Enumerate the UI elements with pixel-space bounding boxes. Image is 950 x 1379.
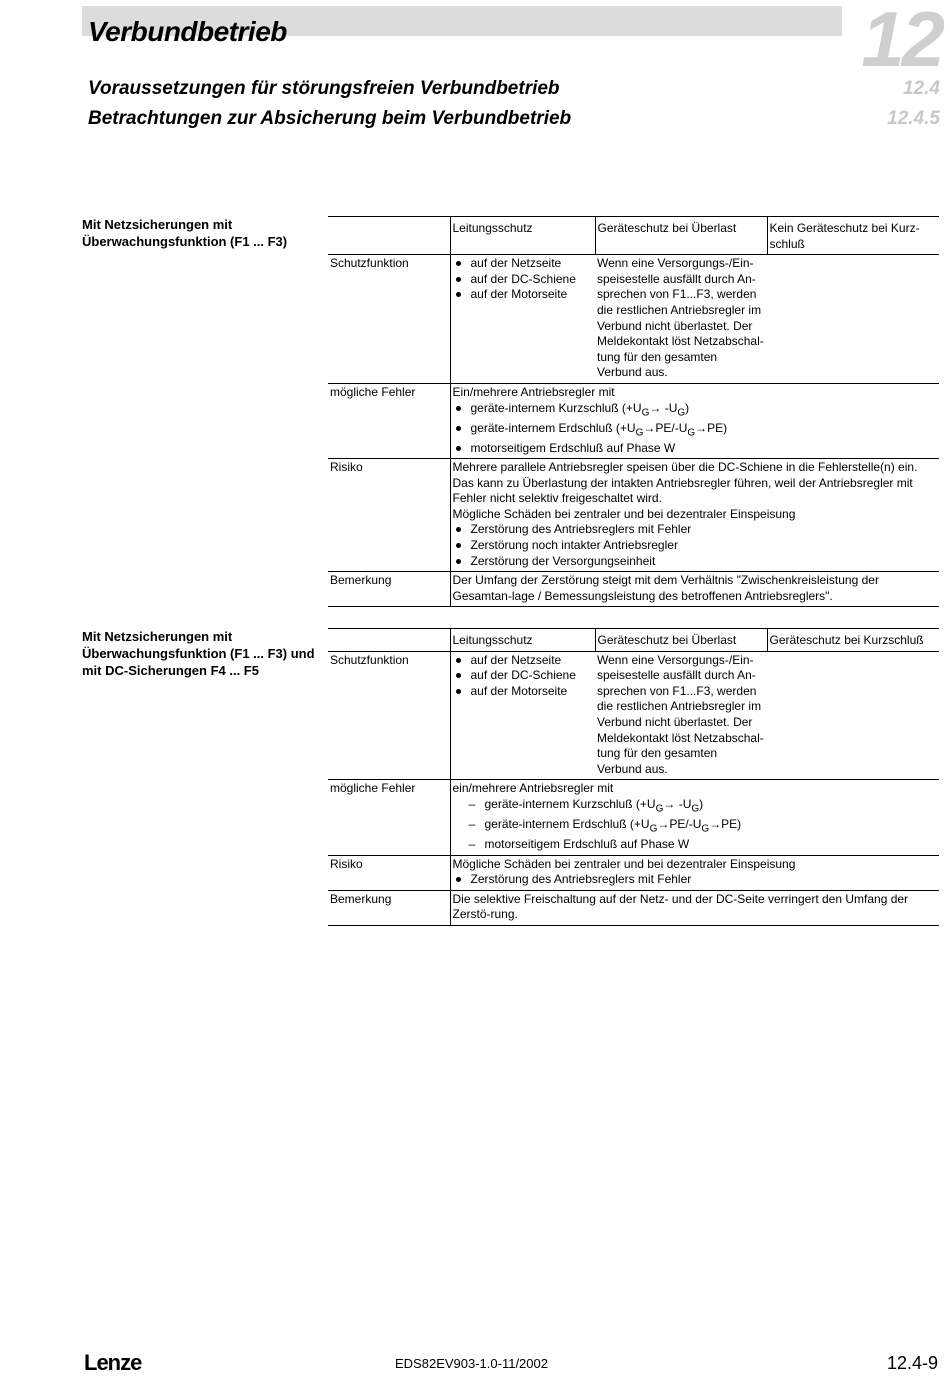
list-item: auf der Motorseite [453,287,594,303]
row-label: Schutzfunktion [328,651,450,780]
risiko-schaeden: Mögliche Schäden bei zentraler und bei dezentraler Einspeisung [452,506,796,521]
row-label: Bemerkung [328,572,450,607]
fehler-list [453,797,938,853]
row-label: Schutzfunktion [328,255,450,384]
section-1-table [328,216,939,607]
ueberlast-text: Wenn eine Versorgungs-/Ein-speisestelle ausfällt durch An-sprechen von F1...F3, werden die restlichen Antriebsregler im Verbund nicht überlastet. Der Meldekontakt löst Netzabschal-tung für den gesamten Verbund aus. [597,652,764,776]
table-row [328,459,939,572]
chapter-number: 12 [861,0,942,83]
row-label: Risiko [328,855,450,890]
header-leitungsschutz: Leitungsschutz [450,629,595,652]
section-2-table [328,628,939,926]
header-empty-cell [328,629,450,652]
fehler-list [453,401,938,457]
row-label: mögliche Fehler [328,383,450,458]
header-leitungsschutz: Leitungsschutz [450,217,595,255]
table-row [328,255,939,384]
header-geraeteschutz-ueberlast: Geräteschutz bei Überlast [595,217,767,255]
risiko-schaeden: Mögliche Schäden bei zentraler und bei dezentraler Einspeisung [452,856,796,871]
list-item: Zerstörung der Versorgungseinheit [453,554,938,570]
list-item: – motorseitigem Erdschluß auf Phase W [469,837,938,853]
list-item: auf der Motorseite [453,684,594,700]
fehler-intro: ein/mehrere Antriebsregler mit [452,781,614,796]
ueberlast-text: Wenn eine Versorgungs-/Ein-speisestelle ausfällt durch An-sprechen von F1...F3, werden die restlichen Antriebsregler im Verbund nicht überlastet. Der Meldekontakt löst Netzabschal-tung für den gesamten Verbund aus. [597,256,764,380]
list-item: geräte-internem Erdschluß $(+U_G\to PE/-U_G\to PE)$ [453,421,938,441]
list-item: Zerstörung noch intakter Antriebsregler [453,538,938,554]
list-item: Zerstörung des Antriebsreglers mit Fehler [453,872,938,888]
list-item: auf der DC-Schiene [453,272,594,288]
row-label: Bemerkung [328,890,450,925]
schutz-list [453,653,594,700]
row-label: mögliche Fehler [328,780,450,855]
bemerkung-text: Die selektive Freischaltung auf der Netz- und der DC-Seite verringert den Umfang der Zerstö-rung. [452,891,909,922]
list-item: auf der Netzseite [453,256,594,272]
subtitle-2: Betrachtungen zur Absicherung beim Verbundbetrieb [88,108,572,129]
list-item: auf der Netzseite [453,653,594,669]
table-row [328,855,939,890]
section-1-label: Mit Netzsicherungen mit Überwachungsfunktion (F1 ... F3) [82,217,288,249]
risiko-list [453,522,938,569]
header-empty-cell [328,217,450,255]
table-row [328,383,939,458]
table-row [328,780,939,855]
subtitle-2-number: 12.4.5 [887,108,940,129]
risiko-list [453,872,938,888]
lenze-logo: Lenze [84,1350,142,1375]
schutz-list [453,256,594,303]
page-number: 12.4-9 [886,1353,938,1373]
bemerkung-text: Der Umfang der Zerstörung steigt mit dem Verhältnis "Zwischenkreisleistung der Gesamtan-lage / Bemessungsleistung des betroffenen Antriebsreglers". [452,573,879,603]
list-item: – geräte-internem Kurzschluß $(+U_G\to -U_G)$ [469,797,938,817]
document-id: EDS82EV903-1.0-11/2002 [395,1356,548,1371]
header-geraeteschutz-ueberlast: Geräteschutz bei Überlast [595,629,767,652]
table-header-row [328,629,939,652]
table-row [328,890,939,925]
list-item: – geräte-internem Erdschluß $(+U_G\to PE/-U_G\to PE)$ [469,817,938,837]
subtitle-1-number: 12.4 [903,78,940,99]
header-kein-geraeteschutz-kurzschluss: Kein Geräteschutz bei Kurz-schluß [769,221,920,251]
row-label: Risiko [328,459,450,572]
risiko-text: Mehrere parallele Antriebsregler speisen über die DC-Schiene in die Fehlerstelle(n) ein. Das kann zu Überlastung der intakten Antriebsregler führen, weil der Antriebsregler mit Fehler nicht selektiv freigeschaltet wird. [452,460,918,506]
table-row [328,572,939,607]
table-row [328,651,939,780]
subtitle-1: Voraussetzungen für störungsfreien Verbundbetrieb [88,78,560,99]
list-item: Zerstörung des Antriebsreglers mit Fehler [453,522,938,538]
section-2-label: Mit Netzsicherungen mit Überwachungsfunktion (F1 ... F3) und mit DC-Sicherungen F4 ... F5 [82,629,315,678]
header-geraeteschutz-kurzschluss: Geräteschutz bei Kurzschluß [769,633,924,647]
fehler-intro: Ein/mehrere Antriebsregler mit [452,384,615,399]
table-header-row [328,217,939,255]
page-title: Verbundbetrieb [88,16,287,47]
list-item: auf der DC-Schiene [453,668,594,684]
list-item: geräte-internem Kurzschluß $(+U_G\to -U_G)$ [453,401,938,421]
list-item: motorseitigem Erdschluß auf Phase W [453,441,938,457]
